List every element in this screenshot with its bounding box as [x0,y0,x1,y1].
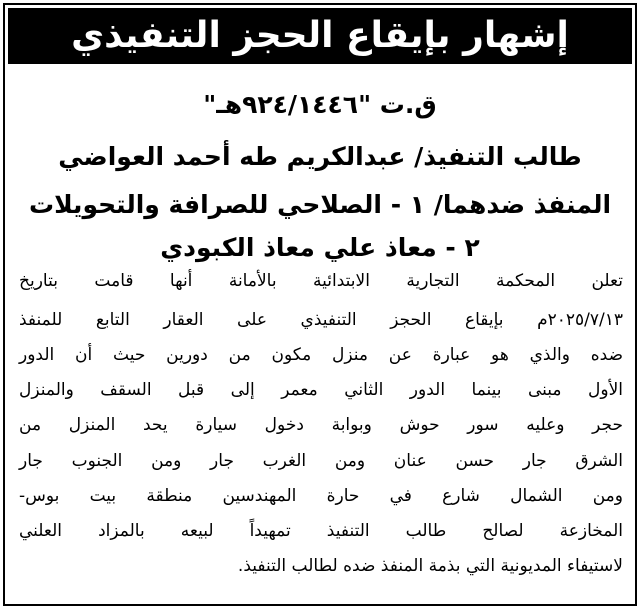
defendant-two: ٢ - معاذ علي معاذ الكبودي [160,233,480,262]
notice-title: إشهار بإيقاع الحجز التنفيذي [8,8,632,64]
body-line: حجر وعليه سور حوش وبوابة دخول سيارة يحد المنزل من [19,415,623,435]
body-line: تعلن المحكمة التجارية الابتدائية بالأمانة أنها قامت بتاريخ [19,271,623,291]
body-line: ضده والذي هو عبارة عن منزل مكون من دورين حيث أن الدور [19,345,623,365]
body-line: المخازعة لصالح طالب التنفيذ تمهيداً لبيعه بالمزاد العلني [19,521,623,541]
court-notice [3,3,637,606]
body-line: ومن الشمال شارع في حارة المهندسين منطقة بيت بوس- [19,486,623,506]
defendant-one: المنفذ ضدهما/ ١ - الصلاحي للصرافة والتحويلات [28,190,612,219]
enforcement-applicant: طالب التنفيذ/ عبدالكريم طه أحمد العواضي [58,142,582,171]
body-line: لاستيفاء المديونية التي بذمة المنفذ ضده لطالب التنفيذ. [237,556,623,576]
body-line: الشرق جار حسن عنان ومن الغرب جار ومن الجنوب جار [19,451,623,471]
body-line: ٢٠٢٥/٧/١٣م بإيقاع الحجز التنفيذي على العقار التابع للمنفذ [19,310,623,330]
case-reference: ق.ت "٩٢٤/١٤٤٦هـ" [203,90,437,119]
body-line: الأول مبنى بينما الدور الثاني معمر إلى قبل السقف والمنزل [19,380,623,400]
